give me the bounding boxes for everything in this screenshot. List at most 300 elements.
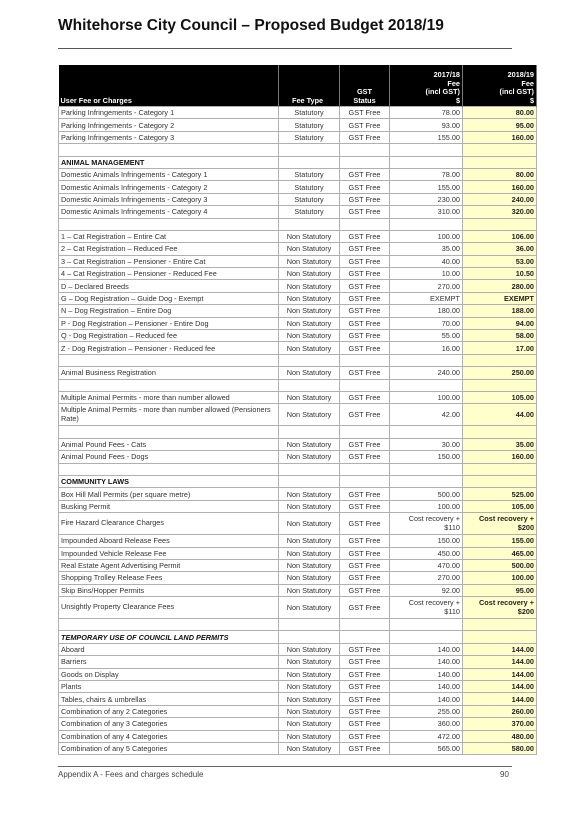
cell-fee-2017-18 xyxy=(390,426,463,438)
cell-fee-type: Non Statutory xyxy=(279,559,340,571)
cell-fee-2018-19 xyxy=(463,631,537,643)
cell-fee-2018-19 xyxy=(463,619,537,631)
cell-gst-status: GST Free xyxy=(340,181,390,193)
cell-fee-type: Non Statutory xyxy=(279,280,340,292)
cell-description: Parking Infringements - Category 2 xyxy=(59,119,279,131)
cell-description xyxy=(59,218,279,230)
cell-gst-status: GST Free xyxy=(340,597,390,619)
table-row xyxy=(59,255,537,267)
section-heading: ANIMAL MANAGEMENT xyxy=(59,156,279,168)
header-f17-line3: (incl GST) xyxy=(425,87,460,96)
header-f17-line2: Fee xyxy=(447,78,460,88)
cell-fee-2018-19 xyxy=(463,513,537,535)
cell-fee-type: Non Statutory xyxy=(279,500,340,512)
table-row xyxy=(59,668,537,680)
fees-table-body xyxy=(59,107,537,755)
cell-description: N – Dog Registration – Entire Dog xyxy=(59,305,279,317)
cell-description xyxy=(59,597,279,619)
cell-gst-status: GST Free xyxy=(340,367,390,379)
header-gst-line2: Status xyxy=(353,95,376,105)
cell-gst-status: GST Free xyxy=(340,668,390,680)
section-heading-row xyxy=(59,156,537,168)
cell-description: Tables, chairs & umbrellas xyxy=(59,693,279,705)
cell-fee-2017-18 xyxy=(390,619,463,631)
cell-fee-2018-19: 105.00 xyxy=(463,500,537,512)
cell-fee-2018-19: 144.00 xyxy=(463,681,537,693)
cell-description: Aboard xyxy=(59,643,279,655)
cell-description: Combination of any 3 Categories xyxy=(59,718,279,730)
cell-fee-type xyxy=(279,631,340,643)
page-title: Whitehorse City Council – Proposed Budget 2018/19 xyxy=(58,17,444,34)
cell-description: Parking Infringements - Category 3 xyxy=(59,131,279,143)
cell-fee-2017-18: 360.00 xyxy=(390,718,463,730)
cell-description xyxy=(59,463,279,475)
cell-fee-type: Non Statutory xyxy=(279,693,340,705)
cell-fee-2017-18 xyxy=(390,631,463,643)
cell-fee-2017-18: 93.00 xyxy=(390,119,463,131)
cell-fee-2018-19 xyxy=(463,426,537,438)
cell-fee-2018-19: 465.00 xyxy=(463,547,537,559)
cell-gst-status: GST Free xyxy=(340,193,390,205)
cell-description xyxy=(59,619,279,631)
cell-description: Shopping Trolley Release Fees xyxy=(59,572,279,584)
cell-gst-status: GST Free xyxy=(340,500,390,512)
cell-description xyxy=(59,354,279,366)
cell-description xyxy=(59,513,279,535)
cell-fee-type xyxy=(279,379,340,391)
cell-fee-2017-18: 150.00 xyxy=(390,535,463,547)
cell-gst-status xyxy=(340,475,390,487)
table-row xyxy=(59,131,537,143)
cell-gst-status: GST Free xyxy=(340,572,390,584)
header-gst-status xyxy=(340,65,390,107)
cell-description: Skip Bins/Hopper Permits xyxy=(59,584,279,596)
cell-fee-2017-18: 565.00 xyxy=(390,742,463,754)
cell-fee-2018-19: 80.00 xyxy=(463,168,537,180)
header-fee-type: Fee Type xyxy=(279,65,340,107)
cell-gst-status: GST Free xyxy=(340,547,390,559)
table-row xyxy=(59,597,537,619)
footer-section-label: Appendix A - Fees and charges schedule xyxy=(58,770,204,779)
table-row xyxy=(59,584,537,596)
cell-fee-2017-18 xyxy=(390,218,463,230)
cell-fee-2018-19: 250.00 xyxy=(463,367,537,379)
cell-fee-2017-18: EXEMPT xyxy=(390,292,463,304)
table-row xyxy=(59,500,537,512)
cell-fee-2017-18: 180.00 xyxy=(390,305,463,317)
cell-gst-status: GST Free xyxy=(340,206,390,218)
header-f18-line2: Fee xyxy=(521,78,534,88)
cell-fee-2017-18: 450.00 xyxy=(390,547,463,559)
cell-description: Multiple Animal Permits - more than number allowed xyxy=(59,391,279,403)
cell-gst-status: GST Free xyxy=(340,243,390,255)
cell-fee-2017-18: 140.00 xyxy=(390,656,463,668)
table-row xyxy=(59,681,537,693)
cell-fee-2017-18: 35.00 xyxy=(390,243,463,255)
cell-fee-2018-19: 17.00 xyxy=(463,342,537,354)
cell-fee-2017-18: 100.00 xyxy=(390,391,463,403)
table-row xyxy=(59,181,537,193)
cell-gst-status xyxy=(340,144,390,156)
cell-fee-type: Non Statutory xyxy=(279,656,340,668)
table-row xyxy=(59,268,537,280)
cell-gst-status: GST Free xyxy=(340,131,390,143)
cell-description: Impounded Aboard Release Fees xyxy=(59,535,279,547)
cell-gst-status: GST Free xyxy=(340,292,390,304)
section-heading-row xyxy=(59,631,537,643)
header-f18-line1: 2018/19 xyxy=(507,70,534,79)
cell-gst-status: GST Free xyxy=(340,168,390,180)
cell-fee-2018-19: 80.00 xyxy=(463,107,537,119)
cell-gst-status xyxy=(340,619,390,631)
cell-fee-2018-19: 480.00 xyxy=(463,730,537,742)
spacer-row xyxy=(59,218,537,230)
spacer-row xyxy=(59,463,537,475)
cell-fee-type: Non Statutory xyxy=(279,243,340,255)
cell-description xyxy=(59,426,279,438)
cell-fee-type xyxy=(279,426,340,438)
cell-fee-2018-19: 500.00 xyxy=(463,559,537,571)
cell-fee-2018-19: 95.00 xyxy=(463,119,537,131)
cell-gst-status xyxy=(340,463,390,475)
section-heading: COMMUNITY LAWS xyxy=(59,475,279,487)
table-row xyxy=(59,559,537,571)
cell-gst-status: GST Free xyxy=(340,107,390,119)
cell-fee-2018-19-text: Cost recovery + $200 xyxy=(479,514,534,532)
fees-table xyxy=(58,65,537,755)
cell-description: G – Dog Registration – Guide Dog - Exempt xyxy=(59,292,279,304)
cell-gst-status: GST Free xyxy=(340,119,390,131)
cell-fee-type: Non Statutory xyxy=(279,404,340,426)
cell-fee-2017-18: 240.00 xyxy=(390,367,463,379)
table-row xyxy=(59,513,537,535)
cell-fee-2018-19: 320.00 xyxy=(463,206,537,218)
cell-fee-2018-19: 160.00 xyxy=(463,451,537,463)
cell-fee-2018-19 xyxy=(463,354,537,366)
cell-gst-status: GST Free xyxy=(340,255,390,267)
header-f18-line4: $ xyxy=(529,95,534,105)
cell-fee-type: Non Statutory xyxy=(279,255,340,267)
cell-fee-2017-18: 155.00 xyxy=(390,181,463,193)
table-row xyxy=(59,243,537,255)
cell-fee-type: Non Statutory xyxy=(279,535,340,547)
cell-fee-type: Non Statutory xyxy=(279,292,340,304)
cell-fee-2017-18: 70.00 xyxy=(390,317,463,329)
table-row xyxy=(59,342,537,354)
table-row xyxy=(59,206,537,218)
cell-gst-status: GST Free xyxy=(340,451,390,463)
cell-gst-status: GST Free xyxy=(340,559,390,571)
cell-fee-2017-18 xyxy=(390,463,463,475)
header-f17-line4: $ xyxy=(455,95,460,105)
cell-fee-2017-18: 472.00 xyxy=(390,730,463,742)
cell-fee-type: Non Statutory xyxy=(279,330,340,342)
cell-gst-status xyxy=(340,379,390,391)
cell-description: Animal Business Registration xyxy=(59,367,279,379)
cell-fee-2018-19: 144.00 xyxy=(463,656,537,668)
cell-fee-2017-18: 140.00 xyxy=(390,668,463,680)
cell-fee-2018-19: 35.00 xyxy=(463,438,537,450)
cell-gst-status: GST Free xyxy=(340,391,390,403)
table-row xyxy=(59,305,537,317)
cell-fee-2018-19: 36.00 xyxy=(463,243,537,255)
cell-fee-2018-19: 260.00 xyxy=(463,705,537,717)
cell-fee-2017-18: 255.00 xyxy=(390,705,463,717)
cell-fee-2017-18: 10.00 xyxy=(390,268,463,280)
cell-fee-2017-18-text: Cost recovery + $110 xyxy=(408,514,460,532)
cell-description: Busking Permit xyxy=(59,500,279,512)
cell-gst-status: GST Free xyxy=(340,488,390,500)
cell-gst-status: GST Free xyxy=(340,305,390,317)
cell-fee-2018-19 xyxy=(463,156,537,168)
cell-fee-type: Non Statutory xyxy=(279,643,340,655)
cell-fee-2018-19 xyxy=(463,404,537,426)
cell-fee-2017-18: 30.00 xyxy=(390,438,463,450)
table-row xyxy=(59,168,537,180)
table-row xyxy=(59,643,537,655)
cell-fee-type xyxy=(279,619,340,631)
cell-fee-2018-19: 100.00 xyxy=(463,572,537,584)
cell-description-text: Fire Hazard Clearance Charges xyxy=(61,518,165,528)
cell-gst-status: GST Free xyxy=(340,317,390,329)
cell-gst-status: GST Free xyxy=(340,342,390,354)
cell-fee-2017-18-text: 42.00 xyxy=(441,409,460,419)
cell-fee-type: Non Statutory xyxy=(279,668,340,680)
cell-fee-2018-19: 144.00 xyxy=(463,668,537,680)
cell-fee-type: Non Statutory xyxy=(279,681,340,693)
cell-gst-status xyxy=(340,156,390,168)
cell-fee-2018-19: 144.00 xyxy=(463,643,537,655)
table-row xyxy=(59,535,537,547)
cell-fee-2018-19 xyxy=(463,597,537,619)
cell-fee-type: Non Statutory xyxy=(279,488,340,500)
cell-fee-type: Non Statutory xyxy=(279,317,340,329)
cell-fee-type: Statutory xyxy=(279,181,340,193)
cell-description: Plants xyxy=(59,681,279,693)
cell-fee-2017-18: 140.00 xyxy=(390,693,463,705)
cell-description: Z - Dog Registration – Pensioner - Reduced fee xyxy=(59,342,279,354)
cell-fee-2017-18: 270.00 xyxy=(390,572,463,584)
table-row xyxy=(59,292,537,304)
cell-fee-2017-18: 270.00 xyxy=(390,280,463,292)
table-row xyxy=(59,656,537,668)
cell-gst-status xyxy=(340,354,390,366)
cell-fee-2018-19: 240.00 xyxy=(463,193,537,205)
cell-fee-type: Non Statutory xyxy=(279,597,340,619)
cell-fee-2018-19: 160.00 xyxy=(463,131,537,143)
cell-fee-2018-19 xyxy=(463,463,537,475)
cell-description: Q - Dog Registration – Reduced fee xyxy=(59,330,279,342)
cell-description-text: Unsightly Property Clearance Fees xyxy=(61,602,175,612)
cell-fee-2017-18: 140.00 xyxy=(390,681,463,693)
cell-fee-2017-18 xyxy=(390,354,463,366)
cell-fee-2017-18: 140.00 xyxy=(390,643,463,655)
title-divider xyxy=(58,48,512,49)
header-f17-line1: 2017/18 xyxy=(433,70,460,79)
cell-fee-2018-19: 155.00 xyxy=(463,535,537,547)
cell-fee-2017-18 xyxy=(390,144,463,156)
cell-description: Domestic Animals Infringements - Category 1 xyxy=(59,168,279,180)
cell-gst-status xyxy=(340,426,390,438)
cell-fee-2017-18 xyxy=(390,475,463,487)
cell-fee-type: Non Statutory xyxy=(279,718,340,730)
cell-fee-2018-19-text: Cost recovery + $200 xyxy=(479,598,534,616)
spacer-row xyxy=(59,144,537,156)
cell-fee-type: Statutory xyxy=(279,107,340,119)
cell-description: Domestic Animals Infringements - Category 2 xyxy=(59,181,279,193)
cell-fee-type: Non Statutory xyxy=(279,513,340,535)
cell-fee-2017-18-text: Cost recovery + $110 xyxy=(408,598,460,616)
table-row xyxy=(59,119,537,131)
cell-description: Real Estate Agent Advertising Permit xyxy=(59,559,279,571)
cell-fee-2017-18: 40.00 xyxy=(390,255,463,267)
cell-gst-status: GST Free xyxy=(340,268,390,280)
cell-fee-type: Statutory xyxy=(279,168,340,180)
table-row xyxy=(59,705,537,717)
cell-fee-2017-18: 55.00 xyxy=(390,330,463,342)
cell-fee-2017-18: 310.00 xyxy=(390,206,463,218)
cell-description: Animal Pound Fees - Dogs xyxy=(59,451,279,463)
cell-description: Animal Pound Fees - Cats xyxy=(59,438,279,450)
table-row xyxy=(59,451,537,463)
cell-gst-status xyxy=(340,218,390,230)
cell-fee-2018-19: 280.00 xyxy=(463,280,537,292)
cell-fee-2017-18: 78.00 xyxy=(390,168,463,180)
header-fee-2017-18 xyxy=(390,65,463,107)
cell-fee-2018-19 xyxy=(463,379,537,391)
cell-gst-status: GST Free xyxy=(340,693,390,705)
cell-fee-type: Statutory xyxy=(279,206,340,218)
cell-gst-status: GST Free xyxy=(340,535,390,547)
cell-gst-status: GST Free xyxy=(340,280,390,292)
cell-gst-status xyxy=(340,631,390,643)
cell-fee-type: Non Statutory xyxy=(279,268,340,280)
cell-description: Domestic Animals Infringements - Category 3 xyxy=(59,193,279,205)
footer-divider xyxy=(58,766,512,767)
cell-fee-2018-19: 580.00 xyxy=(463,742,537,754)
cell-fee-2017-18: 16.00 xyxy=(390,342,463,354)
cell-description xyxy=(59,379,279,391)
cell-fee-2018-19: EXEMPT xyxy=(463,292,537,304)
cell-description: Parking Infringements - Category 1 xyxy=(59,107,279,119)
table-row xyxy=(59,367,537,379)
table-row xyxy=(59,391,537,403)
cell-gst-status: GST Free xyxy=(340,230,390,242)
table-row xyxy=(59,730,537,742)
cell-description: D – Declared Breeds xyxy=(59,280,279,292)
cell-fee-2017-18: 92.00 xyxy=(390,584,463,596)
cell-description: P - Dog Registration – Pensioner - Entire Dog xyxy=(59,317,279,329)
table-row xyxy=(59,280,537,292)
cell-fee-2018-19: 144.00 xyxy=(463,693,537,705)
cell-description xyxy=(59,404,279,426)
table-row xyxy=(59,107,537,119)
cell-fee-2018-19: 53.00 xyxy=(463,255,537,267)
cell-fee-2018-19: 58.00 xyxy=(463,330,537,342)
table-header-row xyxy=(59,65,537,107)
cell-fee-2017-18: 100.00 xyxy=(390,230,463,242)
table-row xyxy=(59,742,537,754)
cell-fee-2017-18: 150.00 xyxy=(390,451,463,463)
cell-fee-2018-19-text: 44.00 xyxy=(515,409,534,419)
table-row xyxy=(59,193,537,205)
header-gst-line1: GST xyxy=(357,87,372,96)
cell-fee-type xyxy=(279,463,340,475)
cell-fee-2018-19: 188.00 xyxy=(463,305,537,317)
cell-fee-2018-19: 95.00 xyxy=(463,584,537,596)
cell-description: 2 – Cat Registration – Reduced Fee xyxy=(59,243,279,255)
cell-fee-2017-18 xyxy=(390,513,463,535)
cell-gst-status: GST Free xyxy=(340,718,390,730)
cell-fee-2017-18: 230.00 xyxy=(390,193,463,205)
header-f18-line3: (incl GST) xyxy=(499,87,534,96)
cell-fee-type: Non Statutory xyxy=(279,438,340,450)
table-row xyxy=(59,438,537,450)
header-fee-2018-19 xyxy=(463,65,537,107)
cell-fee-type: Statutory xyxy=(279,119,340,131)
cell-fee-2018-19: 94.00 xyxy=(463,317,537,329)
cell-description-text: Multiple Animal Permits - more than number allowed (Pensioners Rate) xyxy=(61,405,271,423)
cell-fee-type xyxy=(279,156,340,168)
spacer-row xyxy=(59,619,537,631)
cell-fee-2018-19: 106.00 xyxy=(463,230,537,242)
cell-gst-status: GST Free xyxy=(340,330,390,342)
cell-fee-type: Statutory xyxy=(279,131,340,143)
cell-fee-2018-19: 10.50 xyxy=(463,268,537,280)
cell-fee-type xyxy=(279,144,340,156)
table-row xyxy=(59,230,537,242)
cell-fee-2018-19 xyxy=(463,475,537,487)
cell-fee-2017-18: 78.00 xyxy=(390,107,463,119)
cell-fee-type: Non Statutory xyxy=(279,742,340,754)
cell-fee-2018-19: 160.00 xyxy=(463,181,537,193)
cell-description: Combination of any 2 Categories xyxy=(59,705,279,717)
cell-fee-2018-19: 370.00 xyxy=(463,718,537,730)
cell-fee-type xyxy=(279,475,340,487)
cell-description: Goods on Display xyxy=(59,668,279,680)
cell-gst-status: GST Free xyxy=(340,705,390,717)
cell-fee-type xyxy=(279,218,340,230)
cell-gst-status: GST Free xyxy=(340,730,390,742)
table-row xyxy=(59,404,537,426)
cell-fee-2017-18 xyxy=(390,156,463,168)
cell-fee-2017-18: 100.00 xyxy=(390,500,463,512)
spacer-row xyxy=(59,379,537,391)
cell-fee-type: Non Statutory xyxy=(279,342,340,354)
cell-fee-2018-19: 525.00 xyxy=(463,488,537,500)
cell-fee-type: Non Statutory xyxy=(279,730,340,742)
spacer-row xyxy=(59,354,537,366)
cell-gst-status: GST Free xyxy=(340,438,390,450)
cell-fee-2017-18: 470.00 xyxy=(390,559,463,571)
cell-description: Barriers xyxy=(59,656,279,668)
cell-gst-status: GST Free xyxy=(340,643,390,655)
cell-description: 4 – Cat Registration – Pensioner - Reduced Fee xyxy=(59,268,279,280)
cell-fee-type: Non Statutory xyxy=(279,584,340,596)
cell-fee-type: Non Statutory xyxy=(279,705,340,717)
cell-description: Box Hill Mall Permits (per square metre) xyxy=(59,488,279,500)
cell-fee-2017-18 xyxy=(390,379,463,391)
cell-description: Impounded Vehicle Release Fee xyxy=(59,547,279,559)
cell-description: Combination of any 4 Categories xyxy=(59,730,279,742)
header-description: User Fee or Charges xyxy=(59,65,279,107)
table-row xyxy=(59,693,537,705)
cell-fee-type: Non Statutory xyxy=(279,547,340,559)
cell-fee-type: Non Statutory xyxy=(279,305,340,317)
table-row xyxy=(59,317,537,329)
cell-gst-status: GST Free xyxy=(340,584,390,596)
cell-fee-2017-18 xyxy=(390,404,463,426)
